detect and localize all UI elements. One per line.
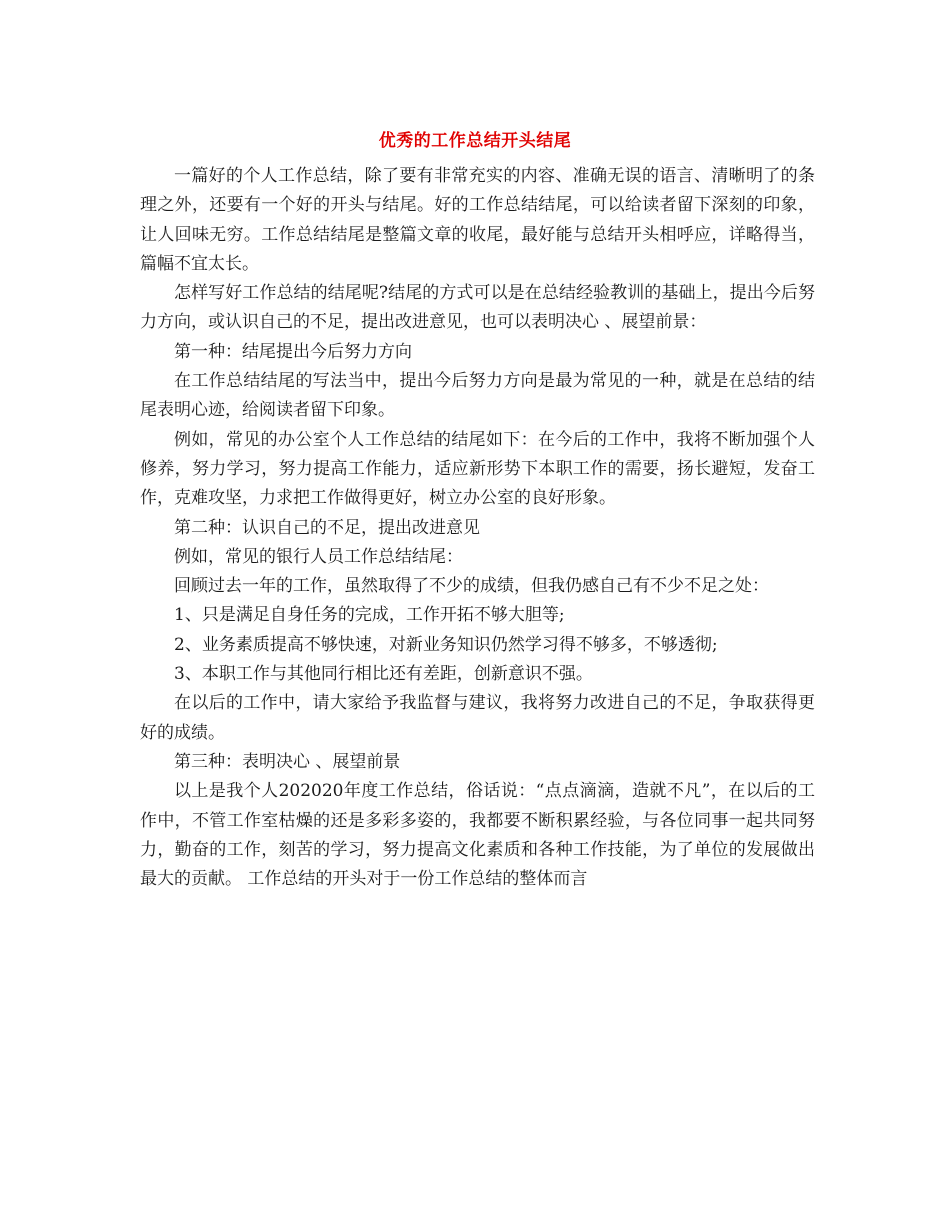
document-title: 优秀的工作总结开头结尾	[378, 131, 572, 151]
list-item-1: 1、只是满足自身任务的完成，工作开拓不够大胆等;	[174, 605, 565, 626]
heading-method-two: 第二种：认识自己的不足，提出改进意见	[174, 517, 480, 538]
paragraph-method-one-desc: 在工作总结结尾的写法当中，提出今后努力方向是最为常见的一种，就是在总结的结尾表明心迹，给阅读者留下印象。	[140, 371, 815, 421]
paragraph-method-one-example: 例如，常见的办公室个人工作总结的结尾如下：在今后的工作中，我将不断加强个人修养，努力学习，努力提高工作能力，适应新形势下本职工作的需要，扬长避短，发奋工作，克难攻坚，力求把工作做得更好，树立办公室的良好形象。	[140, 429, 815, 509]
heading-method-one: 第一种：结尾提出今后努力方向	[174, 341, 412, 362]
paragraph-improve: 在以后的工作中，请大家给予我监督与建议，我将努力改进自己的不足，争取获得更好的成绩。	[140, 693, 815, 743]
document-body	[140, 162, 815, 894]
paragraph-intro: 一篇好的个人工作总结，除了要有非常充实的内容、准确无误的语言、清晰明了的条理之外，还要有一个好的开头与结尾。好的工作总结结尾，可以给读者留下深刻的印象，让人回味无穷。工作总结结尾是整篇文章的收尾，最好能与总结开头相呼应，详略得当，篇幅不宜太长。	[140, 166, 815, 274]
list-item-2: 2、业务素质提高不够快速，对新业务知识仍然学习得不够多，不够透彻;	[174, 634, 718, 655]
list-item-3: 3、本职工作与其他同行相比还有差距，创新意识不强。	[174, 664, 593, 685]
paragraph-method-three-example: 以上是我个人202020年度工作总结，俗话说：“点点滴滴，造就不凡”，在以后的工作中，不管工作室枯燥的还是多彩多姿的，我都要不断积累经验，与各位同事一起共同努力，勤奋的工作，刻苦的学习，努力提高文化素质和各种工作技能，为了单位的发展做出最大的贡献。 工作总结的开头对于一份工作总结的整体而言	[140, 781, 815, 890]
paragraph-method-two-example-intro: 例如，常见的银行人员工作总结结尾：	[174, 546, 463, 567]
heading-method-three: 第三种：表明决心 、展望前景	[174, 751, 401, 772]
paragraph-how-to-end: 怎样写好工作总结的结尾呢?结尾的方式可以是在总结经验教训的基础上，提出今后努力方向，或认识自己的不足，提出改进意见，也可以表明决心 、展望前景：	[140, 283, 815, 333]
paragraph-review: 回顾过去一年的工作，虽然取得了不少的成绩，但我仍感自己有不少不足之处：	[174, 576, 769, 597]
